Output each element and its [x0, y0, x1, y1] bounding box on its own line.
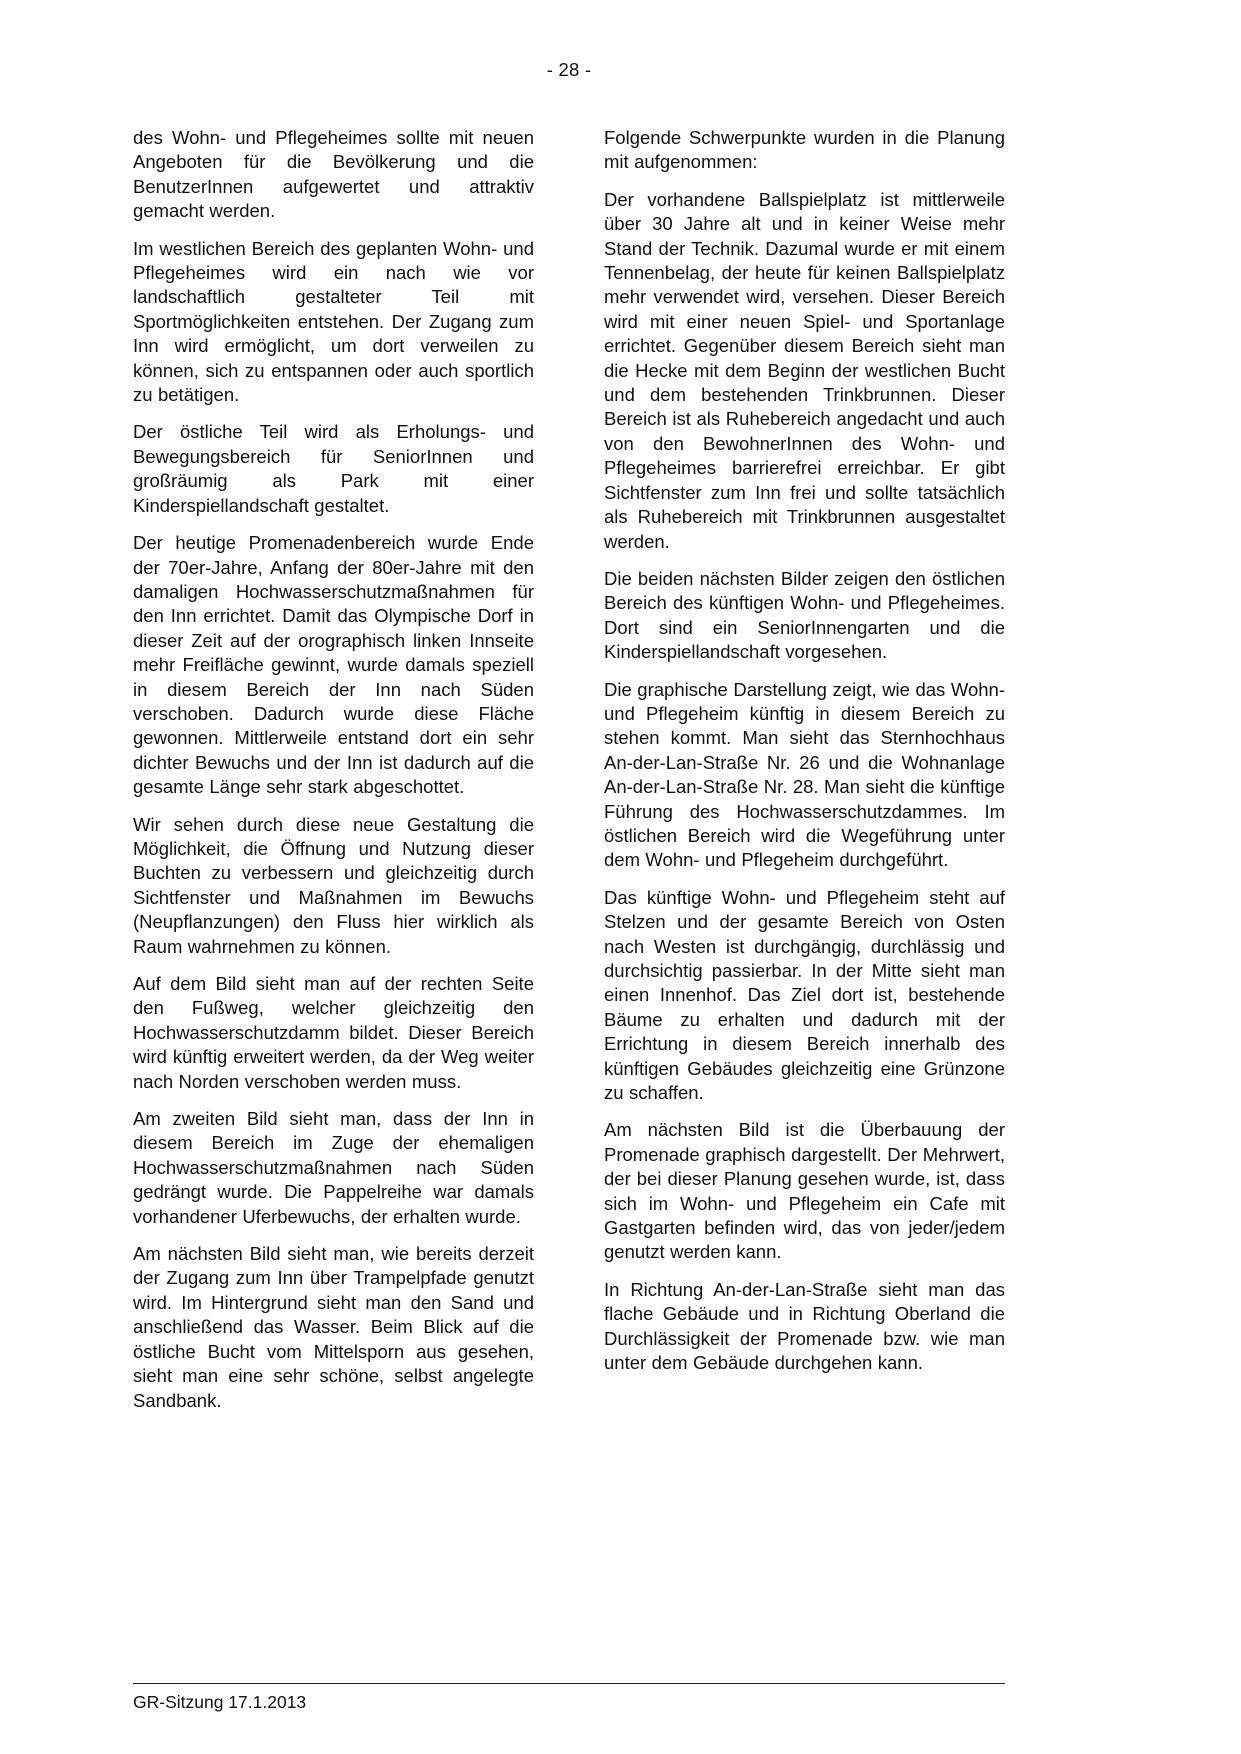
page-number: - 28 -	[546, 59, 592, 80]
paragraph: Der vorhandene Ballspielplatz ist mittlerweile über 30 Jahre alt und in keiner Weise mehr Stand der Technik. Dazumal wurde er mit einem Tennenbelag, der heute für keinen Ballspielplatz mehr verwendet wird, versehen. Dieser Bereich wird mit einer neuen Spiel- und Sportanlage errichtet. Gegenüber diesem Bereich sieht man die Hecke mit dem Beginn der westlichen Bucht und dem bestehenden Trinkbrunnen. Dieser Bereich ist als Ruhebereich angedacht und auch von den BewohnerInnen des Wohn- und Pflegeheimes barrierefrei erreichbar. Er gibt Sichtfenster zum Inn frei und sollte tatsächlich als Ruhebereich mit Trinkbrunnen ausgestaltet werden.	[604, 188, 1005, 552]
paragraph: In Richtung An-der-Lan-Straße sieht man das flache Gebäude und in Richtung Oberland die Durchlässigkeit der Promenade bzw. wie man unter dem Gebäude durchgehen kann.	[604, 1278, 1005, 1374]
page-footer	[133, 1683, 1005, 1713]
paragraph: Folgende Schwerpunkte wurden in die Planung mit aufgenommen:	[604, 127, 1005, 173]
paragraph: Auf dem Bild sieht man auf der rechten Seite den Fußweg, welcher gleichzeitig den Hochwasserschutzdamm bildet. Dieser Bereich wird künftig erweitert werden, da der Weg weiter nach Norden verschoben werden muss.	[133, 973, 534, 1092]
paragraph: des Wohn- und Pflegeheimes sollte mit neuen Angeboten für die Bevölkerung und die BenutzerInnen aufgewertet und attraktiv gemacht werden.	[133, 127, 534, 222]
paragraph: Das künftige Wohn- und Pflegeheim steht auf Stelzen und der gesamte Bereich von Osten nach Westen ist durchgängig, durchlässig und durchsichtig passierbar. In der Mitte sieht man einen Innenhof. Das Ziel dort ist, bestehende Bäume zu erhalten und dadurch mit der Errichtung in diesem Bereich innerhalb des künftigen Gebäudes gleichzeitig eine Grünzone zu schaffen.	[604, 886, 1005, 1104]
paragraph: Am nächsten Bild ist die Überbauung der Promenade graphisch dargestellt. Der Mehrwert, der bei dieser Planung gesehen wurde, ist, dass sich im Wohn- und Pflegeheim ein Cafe mit Gastgarten befinden wird, das von jeder/jedem genutzt werden kann.	[604, 1119, 1005, 1263]
paragraph: Am nächsten Bild sieht man, wie bereits derzeit der Zugang zum Inn über Trampelpfade genutzt wird. Im Hintergrund sieht man den Sand und anschließend das Wasser. Beim Blick auf die östliche Bucht vom Mittelsporn aus gesehen, sieht man eine sehr schöne, selbst angelegte Sandbank.	[133, 1243, 534, 1411]
left-column	[133, 126, 534, 1426]
text-columns	[133, 126, 1005, 1426]
paragraph: Wir sehen durch diese neue Gestaltung die Möglichkeit, die Öffnung und Nutzung dieser Buchten zu verbessern und gleichzeitig durch Sichtfenster und Maßnahmen im Bewuchs (Neupflanzungen) den Fluss hier wirklich als Raum wahrnehmen zu können.	[133, 813, 534, 957]
paragraph: Die graphische Darstellung zeigt, wie das Wohn- und Pflegeheim künftig in diesem Bereich zu stehen kommt. Man sieht das Sternhochhaus An-der-Lan-Straße Nr. 26 und die Wohnanlage An-der-Lan-Straße Nr. 28. Man sieht die künftige Führung des Hochwasserschutzdammes. Im östlichen Bereich wird die Wegeführung unter dem Wohn- und Pflegeheim durchgeführt.	[604, 678, 1005, 871]
paragraph: Der östliche Teil wird als Erholungs- und Bewegungsbereich für SeniorInnen und großräumig als Park mit einer Kinderspiellandschaft gestaltet.	[133, 421, 534, 516]
paragraph: Die beiden nächsten Bilder zeigen den östlichen Bereich des künftigen Wohn- und Pflegeheimes. Dort sind ein SeniorInnengarten und die Kinderspiellandschaft vorgesehen.	[604, 567, 1005, 663]
paragraph: Der heutige Promenadenbereich wurde Ende der 70er-Jahre, Anfang der 80er-Jahre mit den damaligen Hochwasserschutzmaßnahmen für den Inn errichtet. Damit das Olympische Dorf in dieser Zeit auf der orographisch linken Innseite mehr Freifläche gewinnt, wurde damals speziell in diesem Bereich der Inn nach Süden verschoben. Dadurch wurde diese Fläche gewonnen. Mittlerweile entstand dort ein sehr dichter Bewuchs und der Inn ist dadurch auf die gesamte Länge sehr stark abgeschottet.	[133, 532, 534, 798]
paragraph: Am zweiten Bild sieht man, dass der Inn in diesem Bereich im Zuge der ehemaligen Hochwasserschutzmaßnahmen nach Süden gedrängt wurde. Die Pappelreihe war damals vorhandener Uferbewuchs, der erhalten wurde.	[133, 1108, 534, 1227]
document-page	[133, 58, 1005, 1426]
paragraph: Im westlichen Bereich des geplanten Wohn- und Pflegeheimes wird ein nach wie vor landschaftlich gestalteter Teil mit Sportmöglichkeiten entstehen. Der Zugang zum Inn wird ermöglicht, um dort verweilen zu können, sich zu entspannen oder auch sportlich zu betätigen.	[133, 237, 534, 406]
right-column	[604, 126, 1005, 1426]
footer-text: GR-Sitzung 17.1.2013	[133, 1692, 307, 1712]
